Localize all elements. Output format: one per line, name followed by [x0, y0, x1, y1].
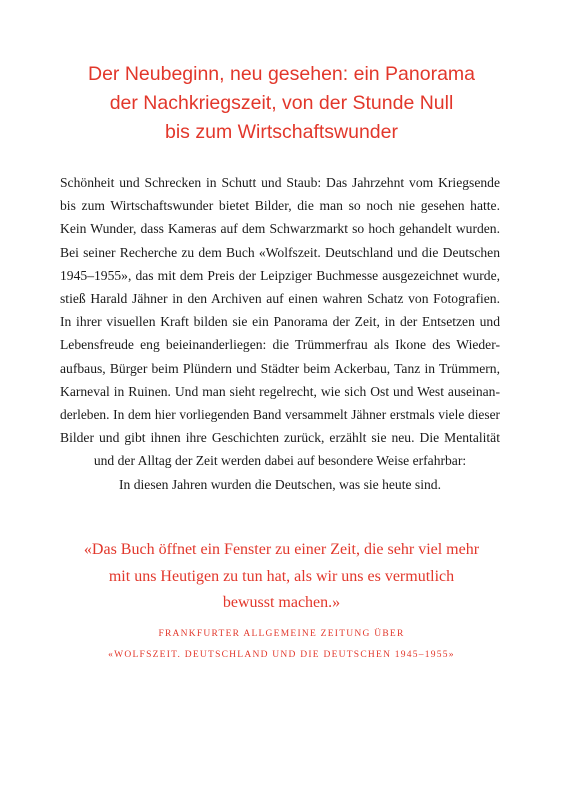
blurb-line: Kein Wunder, dass Kameras auf dem Schwarzmarkt so hoch gehandelt wurden.	[60, 221, 500, 237]
blurb-line: und der Alltag der Zeit werden dabei auf besondere Weise erfahrbar:	[93, 453, 467, 469]
blurb-line: In diesen Jahren wurden die Deutschen, was sie heute sind.	[118, 476, 441, 492]
headline	[40, 60, 523, 147]
blurb-line: 1945–1955», das mit dem Preis der Leipziger Buchmesse ausgezeichnet wurde,	[60, 267, 500, 283]
quote-line: «Das Buch öffnet ein Fenster zu einer Zeit, die sehr viel mehr	[83, 541, 480, 558]
headline-line: der Nachkriegszeit, von der Stunde Null	[109, 92, 454, 114]
blurb-line: Lebensfreude eng beieinanderliegen: die Trümmerfrau als Ikone des Wieder-	[60, 337, 500, 353]
blurb-line: derleben. In dem hier vorliegenden Band versammelt Jähner erstmals viele dieser	[60, 407, 500, 423]
source-line: «WOLFSZEIT. DEUTSCHLAND UND DIE DEUTSCHEN 1945–1955»	[108, 650, 455, 660]
blurb-line: Bilder und gibt ihnen ihre Geschichten zurück, erzählt sie neu. Die Mentalität	[60, 430, 500, 446]
headline-line: bis zum Wirtschaftswunder	[165, 121, 398, 143]
blurb-line: Schönheit und Schrecken in Schutt und Staub: Das Jahrzehnt vom Kriegsende	[60, 175, 500, 190]
quote-line: mit uns Heutigen zu tun hat, als wir uns es vermutlich	[108, 567, 455, 585]
blurb-line: stieß Harald Jähner in den Archiven auf einen wahren Schatz von Fotografien.	[60, 291, 500, 307]
headline-line: Der Neubeginn, neu gesehen: ein Panorama	[87, 63, 476, 85]
quote-line: bewusst machen.»	[222, 594, 341, 611]
blurb-line: bis zum Wirtschaftswunder bietet Bilder, die man so noch nie gesehen hatte.	[60, 198, 500, 214]
blurb-line: Bei seiner Recherche zu dem Buch «Wolfszeit. Deutschland und die Deutschen	[60, 244, 500, 260]
blurb-text	[60, 171, 500, 496]
blurb-line: In ihrer visuellen Kraft bilden sie ein Panorama der Zeit, in der Entsetzen und	[60, 314, 500, 330]
review-quote	[40, 537, 523, 617]
blurb-line: Karneval in Ruinen. Und man sieht regelrecht, wie sich Ost und West auseinan-	[60, 383, 500, 399]
source-line: FRANKFURTER ALLGEMEINE ZEITUNG ÜBER	[158, 629, 405, 639]
quote-source	[40, 624, 523, 666]
blurb-line: aufbaus, Bürger beim Plündern und Städter beim Ackerbau, Tanz in Trümmern,	[60, 360, 500, 376]
